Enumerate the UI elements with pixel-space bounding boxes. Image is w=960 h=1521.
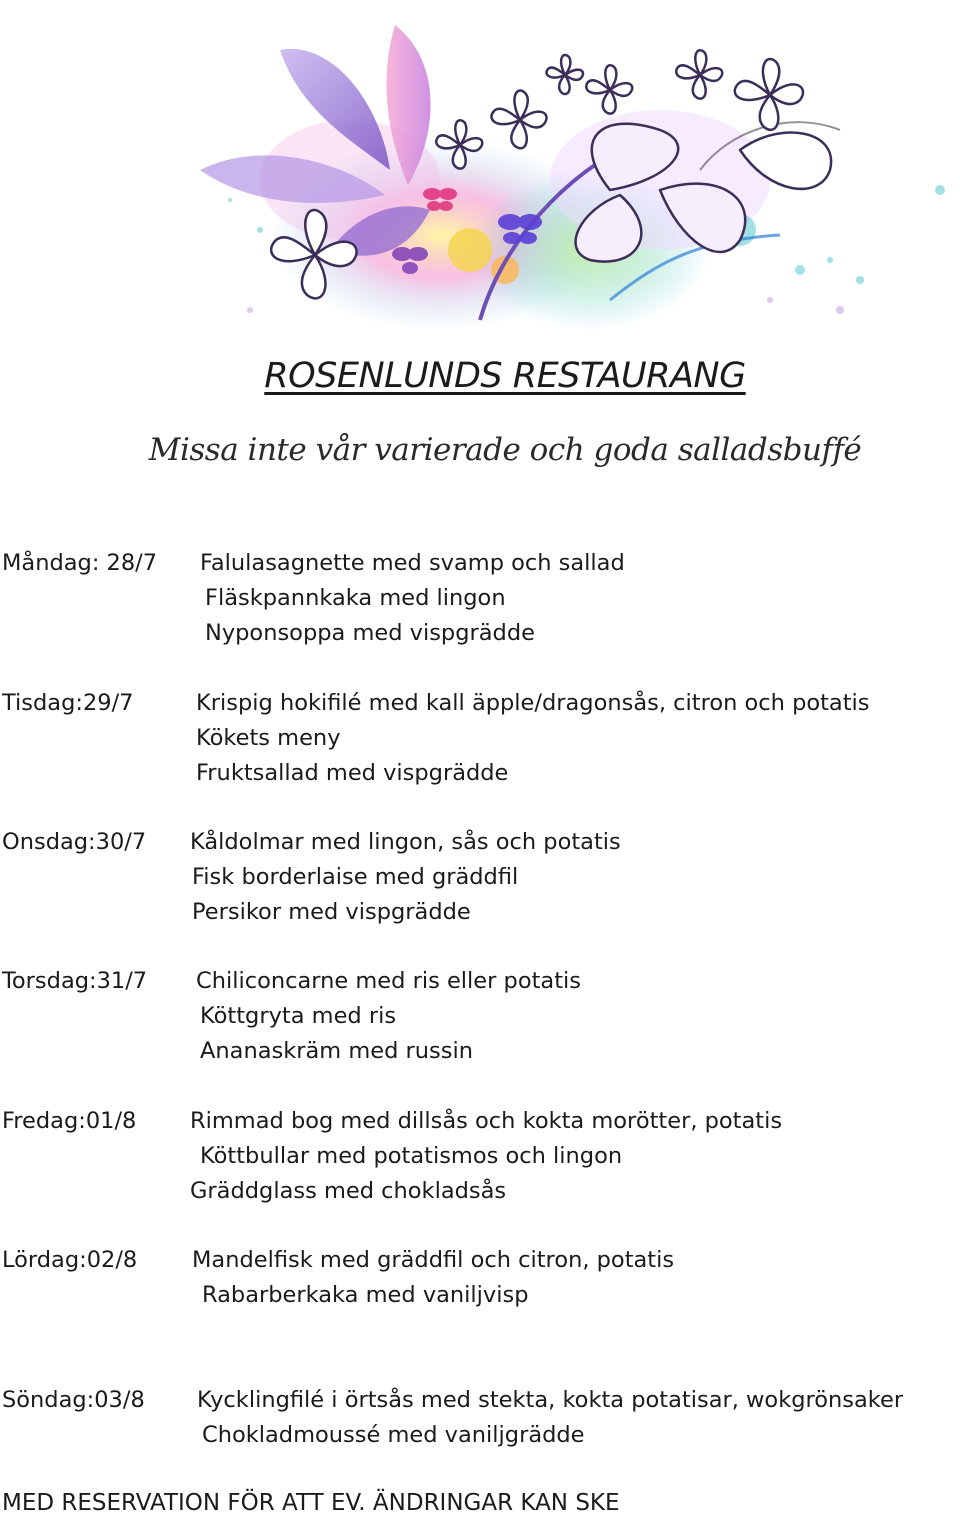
floral-decoration xyxy=(140,20,960,330)
dish-item: Kökets meny xyxy=(196,725,341,751)
day-label-tuesday: Tisdag:29/7 xyxy=(2,690,134,716)
day-label-sunday: Söndag:03/8 xyxy=(2,1387,145,1413)
dish-item: Köttgryta med ris xyxy=(200,1003,397,1029)
dish-item: Ananaskräm med russin xyxy=(200,1038,474,1064)
dish-item: Nyponsoppa med vispgrädde xyxy=(205,620,535,646)
day-label-wednesday: Onsdag:30/7 xyxy=(2,829,147,855)
dish-item: Falulasagnette med svamp och sallad xyxy=(200,550,625,576)
dish-item: Mandelfisk med gräddfil och citron, potatis xyxy=(192,1247,675,1273)
dish-item: Chiliconcarne med ris eller potatis xyxy=(196,968,582,994)
dish-item: Rimmad bog med dillsås och kokta morötter, potatis xyxy=(190,1108,783,1134)
day-label-monday: Måndag: 28/7 xyxy=(2,550,158,576)
dish-item: Kåldolmar med lingon, sås och potatis xyxy=(190,829,621,855)
restaurant-title: ROSENLUNDS RESTAURANG xyxy=(264,356,746,396)
dish-item: Fruktsallad med vispgrädde xyxy=(196,760,509,786)
reservation-note: MED RESERVATION FÖR ATT EV. ÄNDRINGAR KAN SKE xyxy=(2,1490,620,1516)
dish-item: Persikor med vispgrädde xyxy=(192,899,471,925)
dish-item: Köttbullar med potatismos och lingon xyxy=(200,1143,623,1169)
dish-item: Krispig hokifilé med kall äpple/dragonsås, citron och potatis xyxy=(196,690,870,716)
day-label-thursday: Torsdag:31/7 xyxy=(2,968,148,994)
dish-item: Kycklingfilé i örtsås med stekta, kokta potatisar, wokgrönsaker xyxy=(197,1387,904,1413)
dish-item: Gräddglass med chokladsås xyxy=(190,1178,507,1204)
salad-buffet-subtitle: Missa inte vår varierade och goda salladsbuffé xyxy=(148,432,862,468)
dish-item: Chokladmoussé med vaniljgrädde xyxy=(202,1422,585,1448)
day-label-friday: Fredag:01/8 xyxy=(2,1108,137,1134)
day-label-saturday: Lördag:02/8 xyxy=(2,1247,138,1273)
dish-item: Fisk borderlaise med gräddfil xyxy=(192,864,519,890)
dish-item: Fläskpannkaka med lingon xyxy=(205,585,506,611)
dish-item: Rabarberkaka med vaniljvisp xyxy=(202,1282,529,1308)
